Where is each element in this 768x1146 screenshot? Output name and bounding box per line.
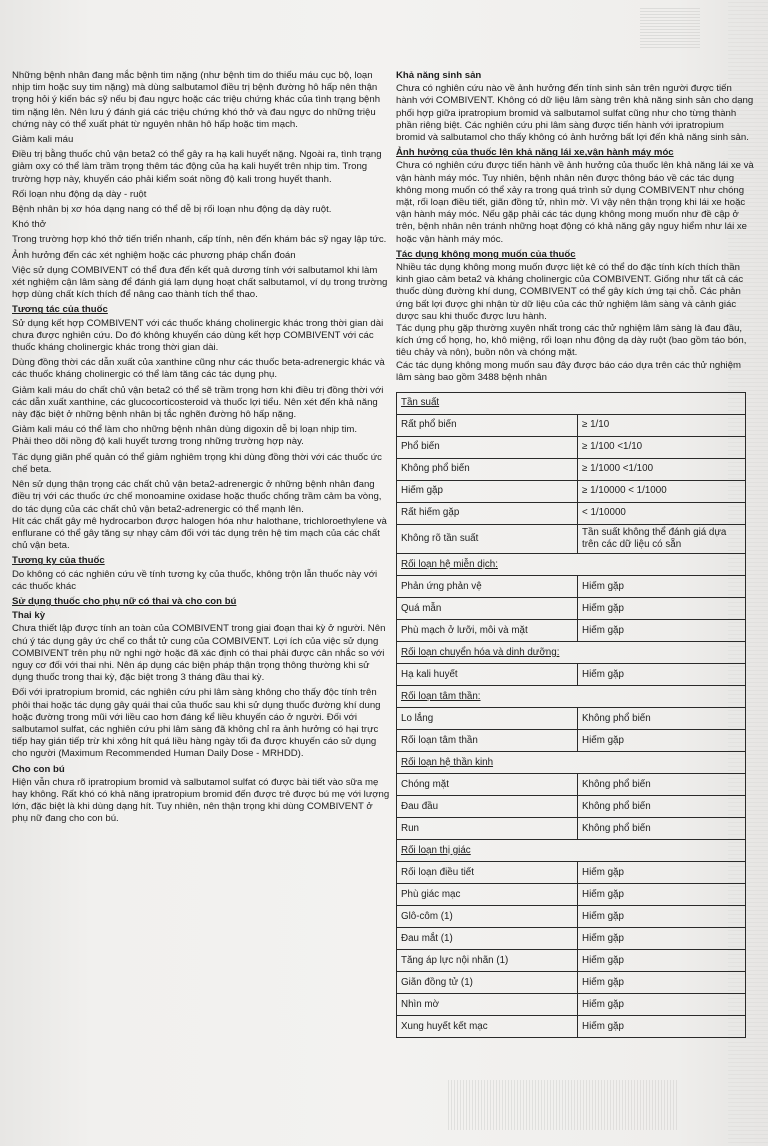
bottom-barcode xyxy=(448,1080,678,1130)
section-heading: Sử dụng thuốc cho phụ nữ có thai và cho con bú xyxy=(12,595,237,607)
table-row xyxy=(397,525,746,554)
table-row xyxy=(397,415,746,437)
table-group-label: Rối loạn chuyển hóa và dinh dưỡng: xyxy=(397,642,578,664)
table-row xyxy=(397,796,746,818)
subheading: Giảm kali máu xyxy=(12,134,74,146)
table-blank-cell xyxy=(578,686,746,708)
table-cell-name: Hiếm gặp xyxy=(397,481,578,503)
paragraph: Nên sử dụng thận trọng các chất chủ vận beta2-adrenergic ở những bệnh nhân đang điều trị với các thuốc ức chế monoamine oxidase hoặc thuốc chống trầm cảm ba vòng, do tác dụng của các chất chủ vận beta2-adrenergic có thể mạnh lên. xyxy=(12,479,382,515)
table-row xyxy=(397,906,746,928)
table-cell-frequency: Hiếm gặp xyxy=(578,862,746,884)
table-cell-name: Lo lắng xyxy=(397,708,578,730)
table-row xyxy=(397,481,746,503)
section-heading: Tương kỵ của thuốc xyxy=(12,555,105,567)
table-cell-name: Hạ kali huyết xyxy=(397,664,578,686)
table-row xyxy=(397,576,746,598)
paragraph: Những bệnh nhân đang mắc bệnh tim nặng (như bệnh tim do thiếu máu cục bộ, loạn nhịp tim hoặc suy tim nặng) mà dùng salbutamol điều trị bệnh đường hô hấp nên thận trọng hỏi ý kiến bác sỹ nếu bị đau ngực hoặc các triệu chứng khác của tình trạng bệnh tim nặng lên. Nên lưu ý đánh giá các triệu chứng khó thở và đau ngực do những triệu chứng này có thể xuất phát từ nguyên nhân hô hấp hoặc tim mạch. xyxy=(12,70,381,130)
table-row xyxy=(397,994,746,1016)
paragraph: Sử dụng kết hợp COMBIVENT với các thuốc kháng cholinergic khác trong thời gian dài chưa được nghiên cứu. Do đó không khuyến cáo dùng kết hợp COMBIVENT với các thuốc kháng cholinergic khác trong thời gian dài. xyxy=(12,317,384,354)
table-cell-name: Quá mẫn xyxy=(397,598,578,620)
table-cell-name: Tăng áp lực nội nhãn (1) xyxy=(397,950,578,972)
table-group-label: Rối loạn hệ miễn dịch: xyxy=(397,554,578,576)
table-cell-name: Không rõ tần suất xyxy=(397,525,578,554)
table-blank-cell xyxy=(578,840,746,862)
table-cell-frequency: Hiếm gặp xyxy=(578,928,746,950)
table-cell-name: Phù mạch ở lưỡi, môi và mặt xyxy=(397,620,578,642)
table-row xyxy=(397,620,746,642)
table-group-row xyxy=(397,554,746,576)
table-row xyxy=(397,950,746,972)
subheading: Rối loạn nhu động dạ dày - ruột xyxy=(12,188,147,200)
table-row xyxy=(397,818,746,840)
table-group-label: Tần suất xyxy=(397,393,578,415)
table-cell-name: Phổ biến xyxy=(397,437,578,459)
table-cell-name: Rối loạn tâm thần xyxy=(397,730,578,752)
table-cell-name: Không phổ biến xyxy=(397,459,578,481)
table-cell-name: Glô-côm (1) xyxy=(397,906,578,928)
table-cell-name: Đau đầu xyxy=(397,796,578,818)
paragraph: Giảm kali máu có thể làm cho những bệnh nhân dùng digoxin dễ bị loạn nhịp tim. xyxy=(12,424,358,436)
left-column xyxy=(12,70,390,829)
table-group-label: Rối loạn tâm thần: xyxy=(397,686,578,708)
section-heading: Ảnh hưởng của thuốc lên khả năng lái xe,vận hành máy móc xyxy=(396,147,674,159)
table-cell-frequency: Không phổ biến xyxy=(578,708,746,730)
table-cell-frequency: Tần suất không thể đánh giá dựa trên các dữ liệu có sẵn xyxy=(578,525,746,554)
table-cell-frequency: Hiếm gặp xyxy=(578,598,746,620)
table-row xyxy=(397,598,746,620)
table-cell-frequency: Hiếm gặp xyxy=(578,730,746,752)
paragraph: Tác dụng phụ gặp thường xuyên nhất trong các thử nghiệm lâm sàng là đau đầu, kích ứng cổ họng, ho, khô miệng, rối loạn nhu động dạ dày ruột (bao gồm táo bón, tiêu chảy và nôn), buồn nôn và chóng mặt. xyxy=(396,323,747,359)
table-cell-frequency: Hiếm gặp xyxy=(578,576,746,598)
paragraph: Tác dụng giãn phế quản có thể giảm nghiêm trọng khi dùng đồng thời với các thuốc ức chế beta. xyxy=(12,451,382,475)
table-cell-frequency: Hiếm gặp xyxy=(578,664,746,686)
table-row xyxy=(397,972,746,994)
table-row xyxy=(397,459,746,481)
table-blank-cell xyxy=(578,554,746,576)
table-row xyxy=(397,1016,746,1038)
table-row xyxy=(397,708,746,730)
section-heading: Khả năng sinh sản xyxy=(396,70,482,81)
table-cell-frequency: < 1/10000 xyxy=(578,503,746,525)
paragraph: Chưa có nghiên cứu được tiến hành về ảnh hưởng của thuốc lên khả năng lái xe và vận hành máy móc. Tuy nhiên, bệnh nhân nên được thông báo về các tác dụng không mong muốn có thể xảy ra trong quá trình sử dụng COMBIVENT như chóng mặt, rối loạn điều tiết, giãn đồng tử, nhìn mờ. Vì vậy nên thận trọng khi lái xe hoặc vận hành máy móc. Nếu gặp phải các tác dụng không mong muốn như đề cập ở trên, bệnh nhân nên tránh những hoạt động có khả năng gây nguy hiểm như lái xe hoặc vận hành máy móc. xyxy=(396,160,754,245)
table-cell-name: Run xyxy=(397,818,578,840)
table-group-row xyxy=(397,686,746,708)
paragraph: Việc sử dụng COMBIVENT có thể đưa đến kết quả dương tính với salbutamol khi làm xét nghiệm cận lâm sàng để đánh giá lạm dụng hoạt chất salbutamol, ví dụ trong trường hợp dùng chất kích thích để nâng cao thành tích thể thao. xyxy=(12,264,388,301)
table-cell-name: Xung huyết kết mạc xyxy=(397,1016,578,1038)
table-cell-name: Chóng mặt xyxy=(397,774,578,796)
table-row xyxy=(397,774,746,796)
adverse-effects-table xyxy=(396,392,746,1038)
table-cell-name: Phản ứng phản vệ xyxy=(397,576,578,598)
paragraph: Do không có các nghiên cứu về tính tương kỵ của thuốc, không trộn lẫn thuốc này với các thuốc khác xyxy=(12,568,378,592)
right-column xyxy=(396,70,754,1038)
table-cell-frequency: Hiếm gặp xyxy=(578,906,746,928)
table-row xyxy=(397,884,746,906)
subsection-heading: Cho con bú xyxy=(12,763,65,775)
paragraph: Hít các chất gây mê hydrocarbon được halogen hóa như halothane, trichloroethylene và enflurane có thể gây tăng sự nhạy cảm đối với tác dụng trên hệ tim mạch của các chất chủ vận beta. xyxy=(12,515,387,552)
table-cell-name: Phù giác mạc xyxy=(397,884,578,906)
table-cell-name: Nhìn mờ xyxy=(397,994,578,1016)
table-group-label: Rối loạn hệ thần kinh xyxy=(397,752,578,774)
table-blank-cell xyxy=(578,642,746,664)
table-cell-frequency: Không phổ biến xyxy=(578,818,746,840)
paragraph: Dùng đồng thời các dẫn xuất của xanthine cũng như các thuốc beta-adrenergic khác và các thuốc kháng cholinergic có thể làm tăng các tác dụng phụ. xyxy=(12,357,385,381)
table-cell-name: Rất hiếm gặp xyxy=(397,503,578,525)
paragraph: Giảm kali máu do chất chủ vận beta2 có thể sẽ trầm trọng hơn khi điều trị đồng thời với các dẫn xuất xanthine, các glucocorticosteroid và thuốc lợi tiểu. Nên xét đến khả năng này đặc biệt ở những bệnh nhân bị tắc nghẽn đường hô hấp nặng. xyxy=(12,384,384,421)
table-cell-name: Giãn đồng tử (1) xyxy=(397,972,578,994)
table-group-row xyxy=(397,642,746,664)
table-cell-name: Đau mắt (1) xyxy=(397,928,578,950)
top-barcode xyxy=(640,8,700,48)
table-row xyxy=(397,437,746,459)
table-cell-frequency: Không phổ biến xyxy=(578,796,746,818)
table-row xyxy=(397,664,746,686)
table-blank-cell xyxy=(578,393,746,415)
section-heading: Tương tác của thuốc xyxy=(12,304,108,316)
table-cell-frequency: Hiếm gặp xyxy=(578,620,746,642)
paragraph: Nhiều tác dụng không mong muốn được liệt kê có thể do đặc tính kích thích thần kinh giao cảm beta2 và kháng cholinergic của COMBIVENT. Giống như tất cả các thuốc dùng đường khí dung, COMBIVENT có thể gây kích ứng tại chỗ. Các phản ứng bất lợi được ghi nhận từ dữ liệu của các thử nghiệm lâm sàng và cảnh giác dược sau khi thuốc được lưu hành. xyxy=(396,262,744,322)
paragraph: Điều trị bằng thuốc chủ vận beta2 có thể gây ra hạ kali huyết nặng. Ngoài ra, tình trạng giảm oxy có thể làm trầm trọng thêm tác động của hạ kali huyết trên nhịp tim. Trong trường hợp này, khuyến cáo phải kiểm soát nồng độ kali trong huyết thanh. xyxy=(12,149,382,185)
paragraph: Bệnh nhân bị xơ hóa dạng nang có thể dễ bị rối loạn nhu động dạ dày ruột. xyxy=(12,204,332,216)
table-row xyxy=(397,928,746,950)
paragraph: Đối với ipratropium bromid, các nghiên cứu phi lâm sàng không cho thấy độc tính trên phôi thai hoặc tác dụng gây quái thai của thuốc sau khi sử dụng thuốc đường khí dung hoặc đường trong mũi với liều cao hơn đáng kể liều khuyến cáo ở người. Đối với salbutamol sulfat, các nghiên cứu phi lâm sàng đã không chỉ ra ảnh hưởng có hại trực tiếp hay gián tiếp trừ khi xông hít quá liều hàng ngày tối đa được khuyến cáo sử dụng cho người (Maximum Recommended Human Daily Dose - MRHDD). xyxy=(12,687,381,760)
table-cell-frequency: ≥ 1/10 xyxy=(578,415,746,437)
table-cell-frequency: ≥ 1/1000 <1/100 xyxy=(578,459,746,481)
table-cell-name: Rất phổ biến xyxy=(397,415,578,437)
table-row xyxy=(397,503,746,525)
table-blank-cell xyxy=(578,752,746,774)
table-cell-frequency: Hiếm gặp xyxy=(578,884,746,906)
section-heading: Tác dụng không mong muốn của thuốc xyxy=(396,248,576,260)
table-cell-frequency: Không phổ biến xyxy=(578,774,746,796)
paragraph: Hiện vẫn chưa rõ ipratropium bromid và salbutamol sulfat có được bài tiết vào sữa mẹ hay không. Rất khó có khả năng ipratropium bromid đến được trẻ được bú mẹ với lượng lớn, đặc biệt là khi dùng dạng hít. Tuy nhiên, nên thận trọng khi dùng COMBIVENT ở phụ nữ đang cho con bú. xyxy=(12,776,390,825)
table-cell-frequency: ≥ 1/10000 < 1/1000 xyxy=(578,481,746,503)
table-row xyxy=(397,730,746,752)
subheading: Khó thở xyxy=(12,219,47,231)
table-cell-frequency: Hiếm gặp xyxy=(578,994,746,1016)
subheading: Ảnh hưởng đến các xét nghiệm hoặc các phương pháp chẩn đoán xyxy=(12,249,296,261)
table-group-row xyxy=(397,393,746,415)
table-cell-frequency: Hiếm gặp xyxy=(578,950,746,972)
table-group-row xyxy=(397,840,746,862)
paragraph: Phải theo dõi nồng độ kali huyết tương trong những trường hợp này. xyxy=(12,436,304,448)
table-cell-frequency: Hiếm gặp xyxy=(578,972,746,994)
paragraph: Chưa có nghiên cứu nào về ảnh hưởng đến tính sinh sản trên người được tiến hành với COMBIVENT. Không có dữ liệu lâm sàng trên khả năng sinh sản cho dạng phối hợp giữa ipratropium bromid và salbutamol sulfat cũng như cho từng thành phần riêng biệt. Các nghiên cứu phi lâm sàng được tiến hành với ipratropium bromid và salbutamol cho thấy không có ảnh hưởng bất lợi đến khả năng sinh sản. xyxy=(396,83,754,144)
subsection-heading: Thai kỳ xyxy=(12,610,46,622)
table-group-row xyxy=(397,752,746,774)
table-cell-name: Rối loạn điều tiết xyxy=(397,862,578,884)
table-row xyxy=(397,862,746,884)
paragraph: Chưa thiết lập được tính an toàn của COMBIVENT trong giai đoạn thai kỳ ở người. Nên chú ý tác dụng gây ức chế co thắt tử cung của COMBIVENT. Lợi ích của việc sử dụng COMBIVENT trên phụ nữ nghi ngờ hoặc đã xác định có thai phải được cân nhắc so với nguy cơ đối với thai nhi. Nên áp dụng các biện pháp thận trọng thông thường khi sử dụng thuốc trong thai kỳ, đặc biệt trong 3 tháng đầu thai kỳ. xyxy=(12,623,386,684)
table-cell-frequency: Hiếm gặp xyxy=(578,1016,746,1038)
paragraph: Các tác dụng không mong muốn sau đây được báo cáo dựa trên các thử nghiệm lâm sàng bao gồm 3488 bệnh nhân xyxy=(396,359,742,383)
table-cell-frequency: ≥ 1/100 <1/10 xyxy=(578,437,746,459)
table-group-label: Rối loạn thị giác xyxy=(397,840,578,862)
paragraph: Trong trường hợp khó thở tiến triển nhanh, cấp tính, nên đến khám bác sỹ ngay lập tức. xyxy=(12,234,387,246)
